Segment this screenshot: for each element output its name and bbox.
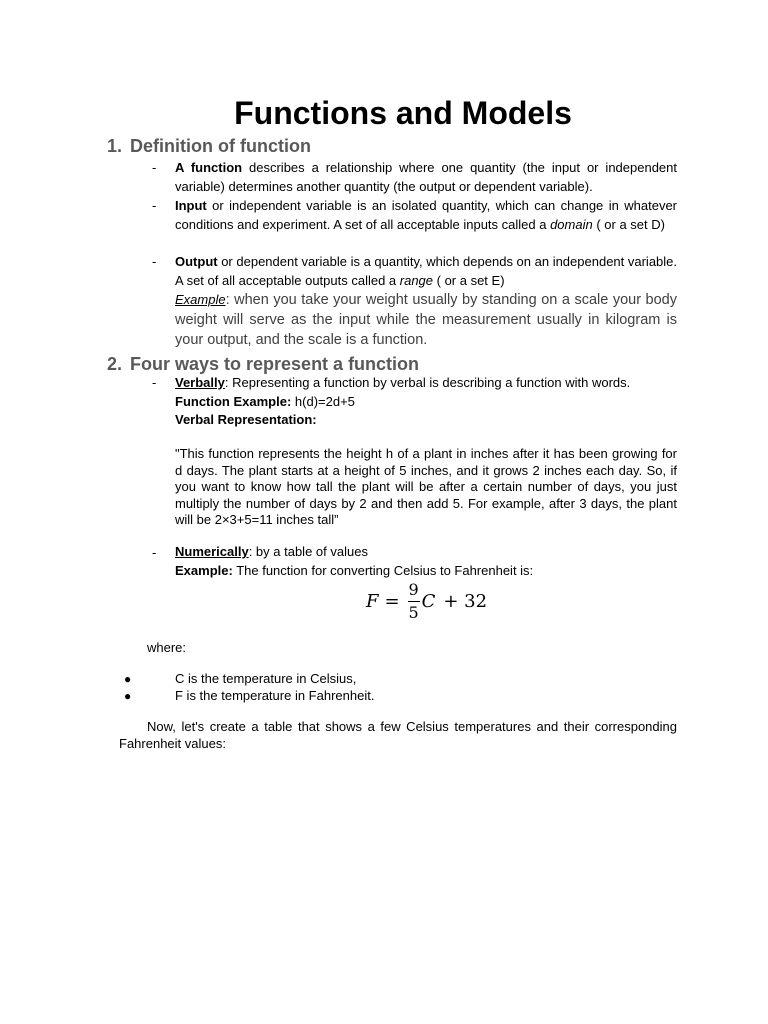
- item-text: or dependent variable is a quantity, which depends on an independent variable. A set of all acceptable outputs called a: [175, 254, 678, 288]
- term-range: range: [399, 273, 434, 288]
- verbally-line: [175, 374, 630, 392]
- function-example-value: h(d)=2d+5: [291, 394, 355, 409]
- closing-paragraph: Now, let's create a table that shows a few Celsius temperatures and their corresponding Fahrenheit values:: [119, 719, 677, 751]
- definition-input-item: [175, 196, 677, 234]
- formula-fraction: [408, 581, 420, 622]
- item-text-after: ( or a set D): [592, 217, 665, 232]
- where-label: where:: [147, 640, 187, 655]
- numerically-line: [175, 543, 368, 561]
- definition-output-item: [175, 252, 677, 290]
- section-2-number: 2.: [107, 354, 123, 374]
- dash-bullet: -: [152, 160, 157, 175]
- example-paragraph: [175, 290, 677, 350]
- section-2-heading: [107, 353, 419, 375]
- dash-bullet: -: [152, 254, 157, 269]
- dash-bullet: -: [152, 375, 157, 390]
- numerically-label: Numerically: [175, 544, 249, 559]
- where-item-fahrenheit: F is the temperature in Fahrenheit.: [175, 688, 375, 703]
- section-1-title: Definition of function: [130, 136, 311, 156]
- formula-denominator: 5: [408, 602, 419, 622]
- conversion-example-text: The function for converting Celsius to Fahrenheit is:: [232, 563, 534, 578]
- definition-function-item: [175, 158, 677, 196]
- formula-plus-constant: + 32: [443, 590, 488, 612]
- celsius-fahrenheit-formula: [366, 577, 487, 625]
- term-output: Output: [175, 254, 218, 269]
- verbal-representation-line: [175, 411, 317, 429]
- verbal-representation-label: Verbal Representation: [175, 412, 313, 427]
- item-text: or independent variable is an isolated quantity, which can change in whatever conditions and experiment. A set of all acceptable inputs called a: [175, 198, 677, 232]
- function-example-line: [175, 393, 355, 411]
- dash-bullet: -: [152, 545, 157, 560]
- item-text: describes a relationship where one quantity (the input or independent variable) determines another quantity (the output or dependent variable).: [175, 160, 677, 194]
- example-label: Example: [175, 292, 226, 307]
- verbal-representation-colon: :: [312, 412, 317, 427]
- formula-equals: =: [384, 590, 400, 612]
- term-domain: domain: [550, 217, 593, 232]
- section-1-number: 1.: [107, 136, 123, 156]
- item-text-after: ( or a set E): [433, 273, 505, 288]
- formula-lhs: F: [366, 590, 379, 612]
- section-1-heading: [107, 135, 311, 157]
- term-function: A function: [175, 160, 243, 175]
- where-item-celsius: C is the temperature in Celsius,: [175, 671, 357, 686]
- verbal-quote: "This function represents the height h of a plant in inches after it has been growing for d days. The plant starts at a height of 5 inches, and it grows 2 inches each day. So, if you want to know how tall the plant will be after a certain number of days, you just multiply the number of days by 2 and then add 5. For example, after 3 days, the plant will be 2×3+5=11 inches tall”: [175, 446, 677, 527]
- bullet-dot: ●: [124, 689, 132, 703]
- page-title: Functions and Models: [234, 95, 572, 131]
- formula-numerator: 9: [408, 579, 419, 599]
- section-2-title: Four ways to represent a function: [130, 354, 420, 374]
- bullet-dot: ●: [124, 672, 132, 686]
- conversion-example-label: Example:: [175, 563, 233, 578]
- fraction-bar: [408, 601, 420, 602]
- verbally-text: : Representing a function by verbal is describing a function with words.: [224, 375, 631, 390]
- function-example-label: Function Example:: [175, 394, 292, 409]
- formula-variable: C: [421, 590, 436, 612]
- verbally-label: Verbally: [175, 375, 225, 390]
- term-input: Input: [175, 198, 207, 213]
- numerically-text: : by a table of values: [248, 544, 368, 559]
- dash-bullet: -: [152, 198, 157, 213]
- example-text: : when you take your weight usually by standing on a scale your body weight will serve as the input while the measurement usually in kilogram is your output, and the scale is a function.: [175, 292, 677, 348]
